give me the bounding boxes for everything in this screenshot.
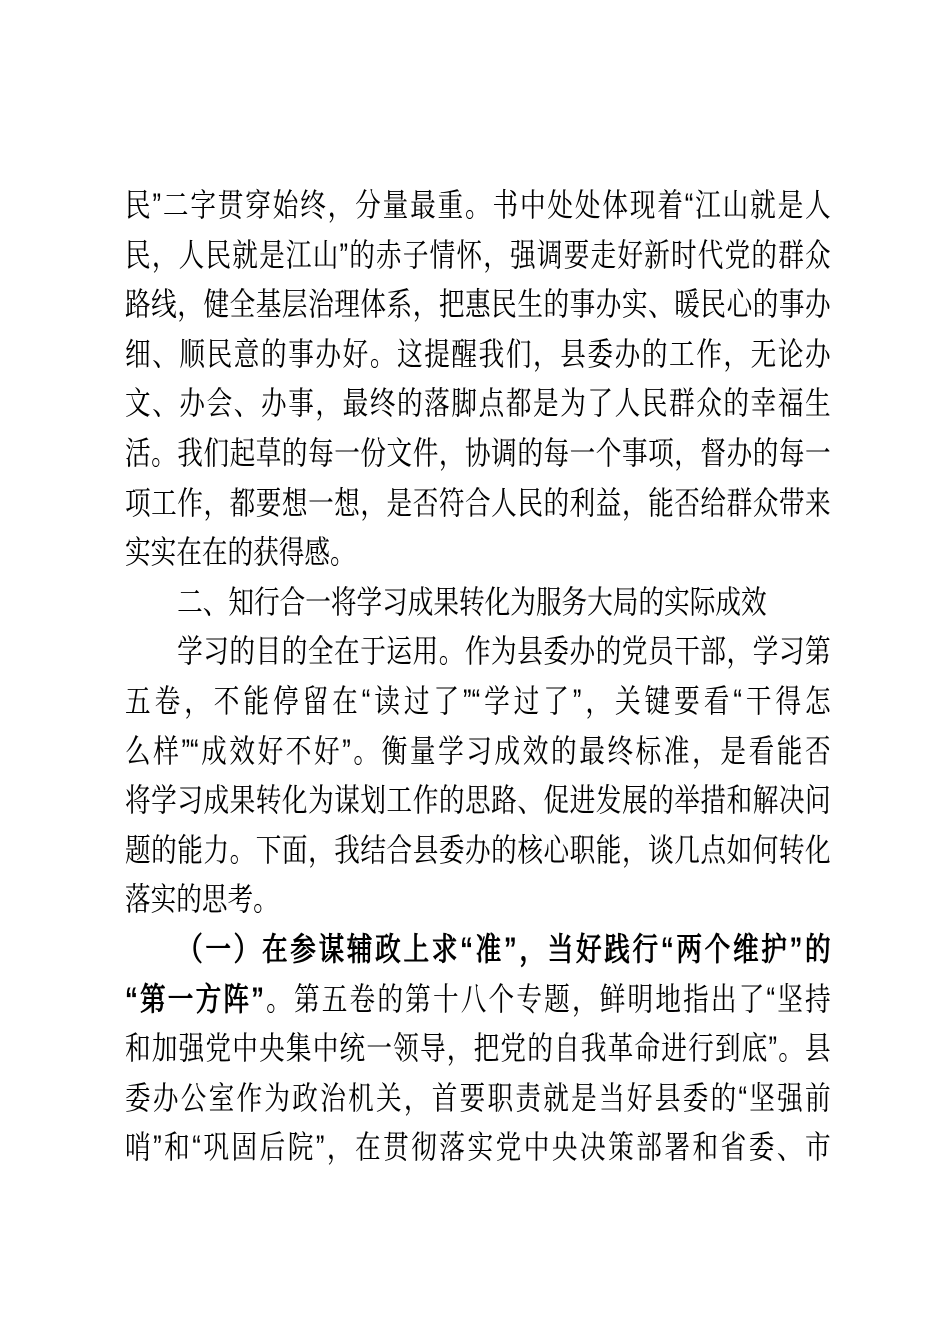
para-study-application-line <box>125 776 831 826</box>
text-segment: 题的能力。下面，我结合县委办的核心职能，谈几点如何转化 <box>125 831 831 868</box>
text-segment: 项工作，都要想一想，是否符合人民的利益，能否给群众带来 <box>125 484 831 521</box>
para-subsection-one-line <box>125 925 831 975</box>
text-segment: 委办公室作为政治机关，首要职责就是当好县委的“坚强前 <box>125 1079 831 1116</box>
para-people-first-continuation-line <box>125 280 831 330</box>
para-study-application-line <box>125 826 831 876</box>
text-segment: 路线，健全基层治理体系，把惠民生的事办实、暖民心的事办 <box>125 286 831 323</box>
para-study-application-line <box>125 875 831 925</box>
para-people-first-continuation-line <box>125 330 831 380</box>
bold-text-segment: （一）在参谋辅政上求“准”，当好践行“两个维护”的 <box>177 930 831 967</box>
text-segment: 二、知行合一将学习成果转化为服务大局的实际成效 <box>177 583 767 620</box>
text-segment: 。第五卷的第十八个专题，鲜明地指出了“坚持 <box>263 980 831 1017</box>
text-segment: 和加强党中央集中统一领导，把党的自我革命进行到底”。县 <box>125 1030 831 1067</box>
text-segment: 哨”和“巩固后院”，在贯彻落实党中央决策部署和省委、市 <box>125 1129 831 1166</box>
para-people-first-continuation-line <box>125 181 831 231</box>
text-segment: 落实的思考。 <box>125 881 279 918</box>
text-segment: 民，人民就是江山”的赤子情怀，强调要走好新时代党的群众 <box>125 236 831 273</box>
text-segment: 民”二字贯穿始终，分量最重。书中处处体现着“江山就是人 <box>125 187 831 223</box>
para-study-application-line <box>125 627 831 677</box>
para-subsection-one-line <box>125 975 831 1025</box>
text-segment: 五卷，不能停留在“读过了”“学过了”，关键要看“干得怎 <box>125 682 831 719</box>
text-segment: 学习的目的全在于运用。作为县委办的党员干部，学习第 <box>177 633 831 670</box>
para-subsection-one-line <box>125 1074 831 1124</box>
document-text-block <box>125 181 831 1173</box>
text-segment: 活。我们起草的每一份文件，协调的每一个事项，督办的每一 <box>125 434 831 471</box>
heading-section-two-line <box>125 578 831 628</box>
para-people-first-continuation-line <box>125 528 831 578</box>
para-study-application-line <box>125 677 831 727</box>
text-segment: 细、顺民意的事办好。这提醒我们，县委办的工作，无论办 <box>125 335 831 372</box>
para-study-application-line <box>125 727 831 777</box>
para-people-first-continuation-line <box>125 479 831 529</box>
para-people-first-continuation-line <box>125 429 831 479</box>
text-segment: 将学习成果转化为谋划工作的思路、促进发展的举措和解决问 <box>125 782 831 819</box>
para-subsection-one-line <box>125 1024 831 1074</box>
para-subsection-one-line <box>125 1123 831 1173</box>
para-people-first-continuation-line <box>125 379 831 429</box>
text-segment: 么样”“成效好不好”。衡量学习成效的最终标准，是看能否 <box>125 732 831 769</box>
bold-text-segment: “第一方阵” <box>125 980 264 1017</box>
text-segment: 实实在在的获得感。 <box>125 534 356 571</box>
para-people-first-continuation-line <box>125 231 831 281</box>
text-segment: 文、办会、办事，最终的落脚点都是为了人民群众的幸福生 <box>125 385 831 422</box>
